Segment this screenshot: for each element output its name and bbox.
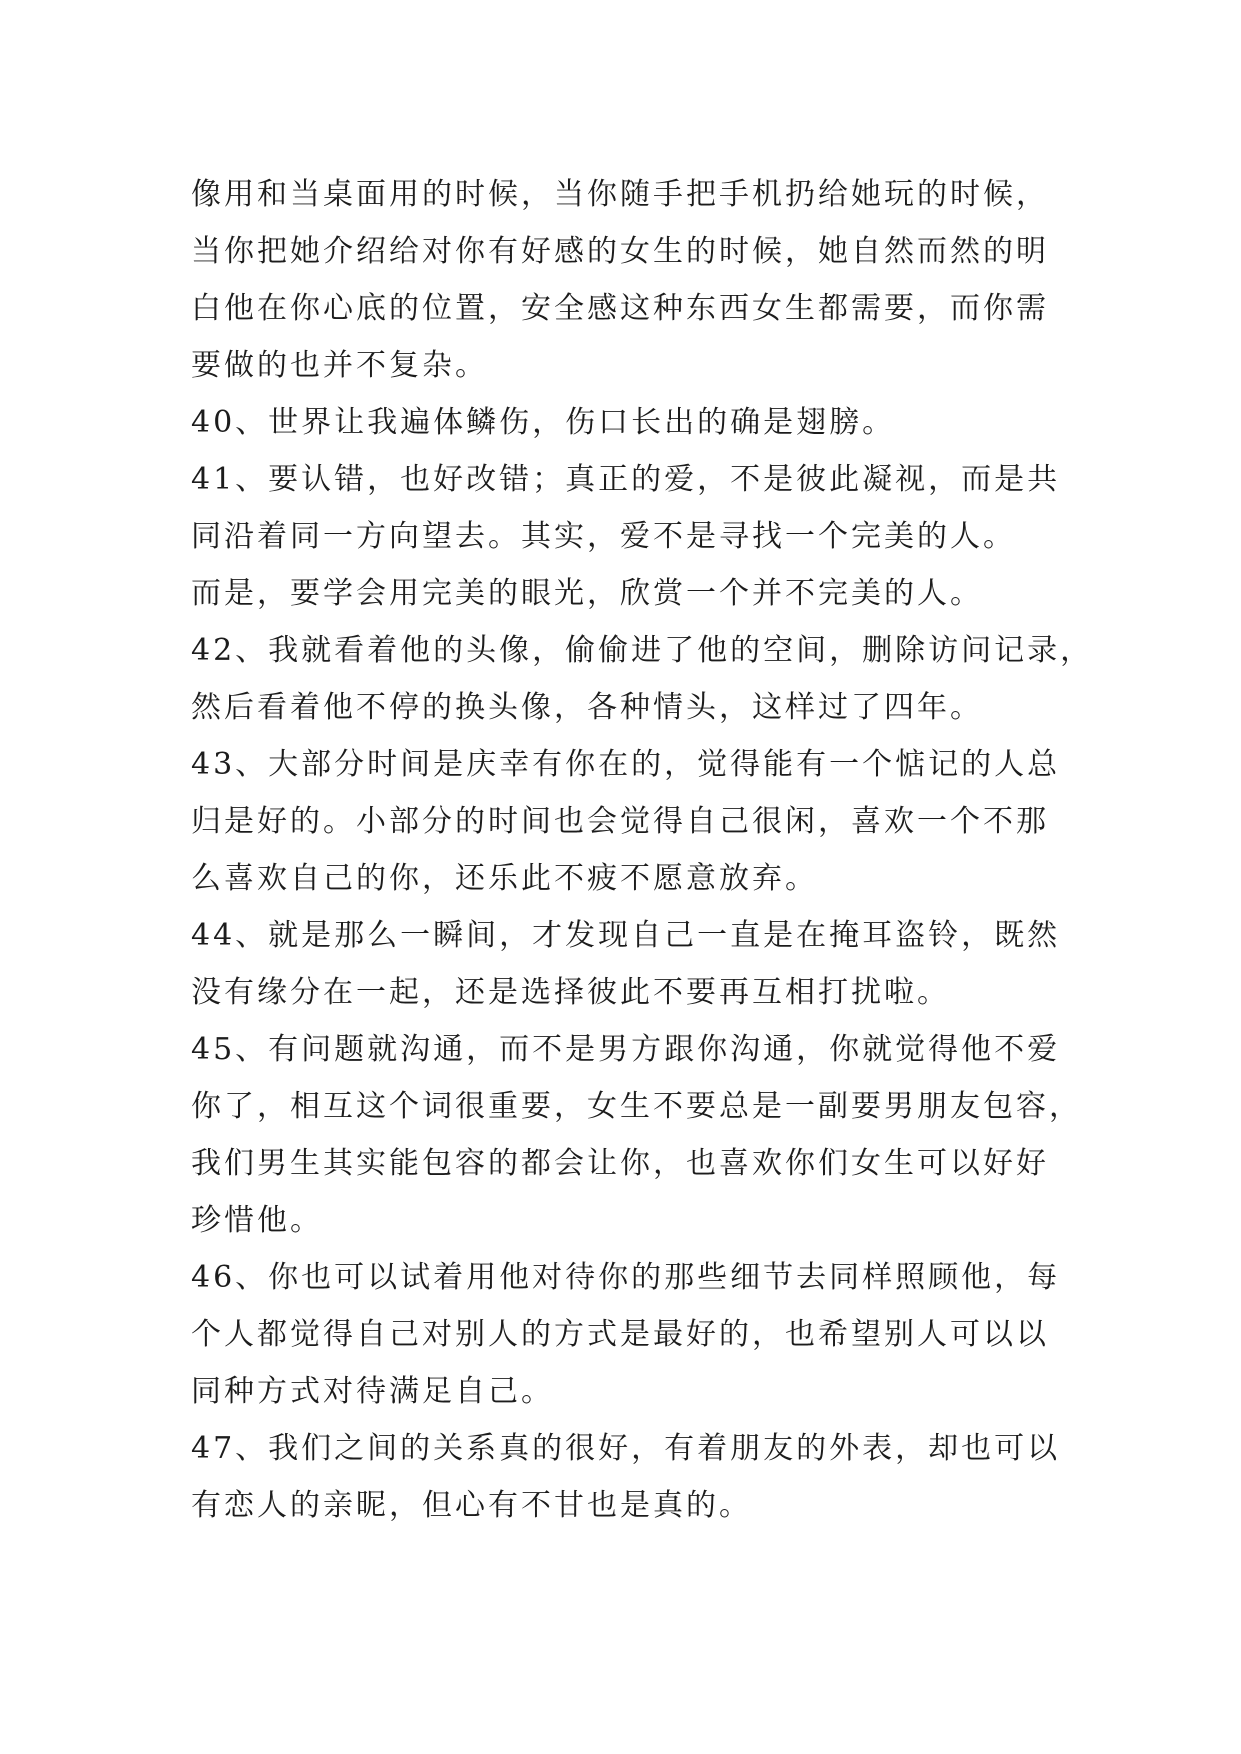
item-43: 43、大部分时间是庆幸有你在的，觉得能有一个惦记的人总: [191, 747, 1061, 782]
text-line: 同沿着同一方向望去。其实，爱不是寻找一个完美的人。: [191, 519, 1016, 554]
text-line: 你了，相互这个词很重要，女生不要总是一副要男朋友包容，: [191, 1089, 1082, 1124]
text-line: 当你把她介绍给对你有好感的女生的时候，她自然而然的明: [191, 234, 1049, 269]
text-line: 然后看着他不停的换头像，各种情头，这样过了四年。: [191, 690, 983, 725]
text-line: 同种方式对待满足自己。: [191, 1374, 554, 1409]
text-line: 个人都觉得自己对别人的方式是最好的，也希望别人可以以: [191, 1317, 1049, 1352]
item-42: 42、我就看着他的头像，偷偷进了他的空间，删除访问记录，: [191, 633, 1094, 668]
text-line: 没有缘分在一起，还是选择彼此不要再互相打扰啦。: [191, 975, 950, 1010]
item-44: 44、就是那么一瞬间，才发现自己一直是在掩耳盗铃，既然: [191, 918, 1061, 953]
text-line: 么喜欢自己的你，还乐此不疲不愿意放弃。: [191, 861, 818, 896]
text-line: 珍惜他。: [191, 1203, 323, 1238]
text-line: 而是，要学会用完美的眼光，欣赏一个并不完美的人。: [191, 576, 983, 611]
document-body: [191, 166, 1094, 1534]
text-line: 我们男生其实能包容的都会让你，也喜欢你们女生可以好好: [191, 1146, 1049, 1181]
item-40: 40、世界让我遍体鳞伤，伤口长出的确是翅膀。: [191, 405, 896, 440]
text-line: 像用和当桌面用的时候，当你随手把手机扔给她玩的时候，: [191, 177, 1049, 212]
item-45: 45、有问题就沟通，而不是男方跟你沟通，你就觉得他不爱: [191, 1032, 1061, 1067]
text-line: 归是好的。小部分的时间也会觉得自己很闲，喜欢一个不那: [191, 804, 1049, 839]
item-47: 47、我们之间的关系真的很好，有着朋友的外表，却也可以: [191, 1431, 1061, 1466]
item-41: 41、要认错，也好改错；真正的爱，不是彼此凝视，而是共: [191, 462, 1061, 497]
text-line: 有恋人的亲昵，但心有不甘也是真的。: [191, 1488, 752, 1523]
text-line: 白他在你心底的位置，安全感这种东西女生都需要，而你需: [191, 291, 1049, 326]
text-line: 要做的也并不复杂。: [191, 348, 488, 383]
item-46: 46、你也可以试着用他对待你的那些细节去同样照顾他，每: [191, 1260, 1061, 1295]
